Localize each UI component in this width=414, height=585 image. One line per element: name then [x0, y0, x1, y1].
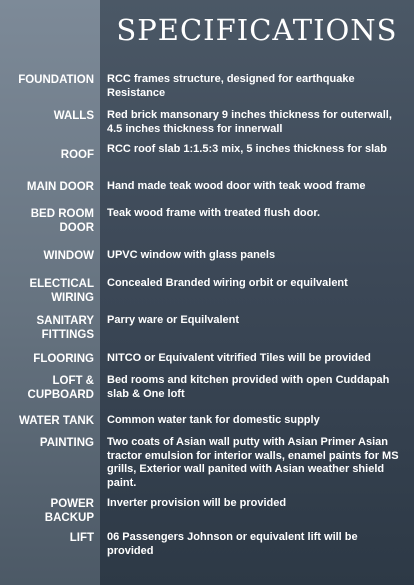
spec-value: RCC frames structure, designed for earthquake Resistance [107, 73, 355, 99]
spec-value: RCC roof slab 1:1.5:3 mix, 5 inches thickness for slab [107, 143, 387, 155]
spec-label: ELECTICAL WIRING [29, 278, 94, 304]
spec-label: FOUNDATION [18, 74, 94, 86]
spec-value: Concealed Branded wiring orbit or equilvalent [107, 277, 348, 289]
spec-value: Teak wood frame with treated flush door. [107, 207, 321, 219]
spec-label: SANITARY FITTINGS [36, 315, 94, 341]
spec-value: Inverter provision will be provided [107, 497, 287, 509]
spec-value: Hand made teak wood door with teak wood frame [107, 180, 366, 192]
spec-label: MAIN DOOR [26, 181, 94, 193]
spec-value: Two coats of Asian wall putty with Asian Primer Asian tractor emulsion for interior walls, enamel paints for MS grills, Exterior wall panited with Asian weather shield paint. [107, 436, 399, 489]
spec-label: ROOF [60, 149, 94, 161]
spec-value: NITCO or Equivalent vitrified Tiles will be provided [107, 352, 371, 364]
spec-label: PAINTING [39, 437, 94, 449]
spec-label: FLOORING [33, 353, 94, 365]
spec-label: WATER TANK [19, 415, 94, 427]
spec-label: BED ROOM DOOR [30, 208, 94, 234]
spec-label: POWER BACKUP [44, 498, 94, 524]
spec-value: Parry ware or Equilvalent [107, 314, 240, 326]
spec-value: Bed rooms and kitchen provided with open Cuddapah slab & One loft [107, 374, 390, 400]
spec-value: Red brick mansonary 9 inches thickness for outerwall, 4.5 inches thickness for innerwall [107, 109, 392, 135]
spec-value: UPVC window with glass panels [107, 249, 276, 261]
spec-label: LOFT & CUPBOARD [27, 375, 94, 401]
spec-label: LIFT [69, 532, 94, 544]
page-title: SPECIFICATIONS [116, 13, 398, 47]
spec-label: WINDOW [43, 250, 94, 262]
spec-value: Common water tank for domestic supply [107, 414, 320, 426]
spec-label: WALLS [53, 110, 94, 122]
spec-value: 06 Passengers Johnson or equivalent lift will be provided [107, 531, 358, 557]
